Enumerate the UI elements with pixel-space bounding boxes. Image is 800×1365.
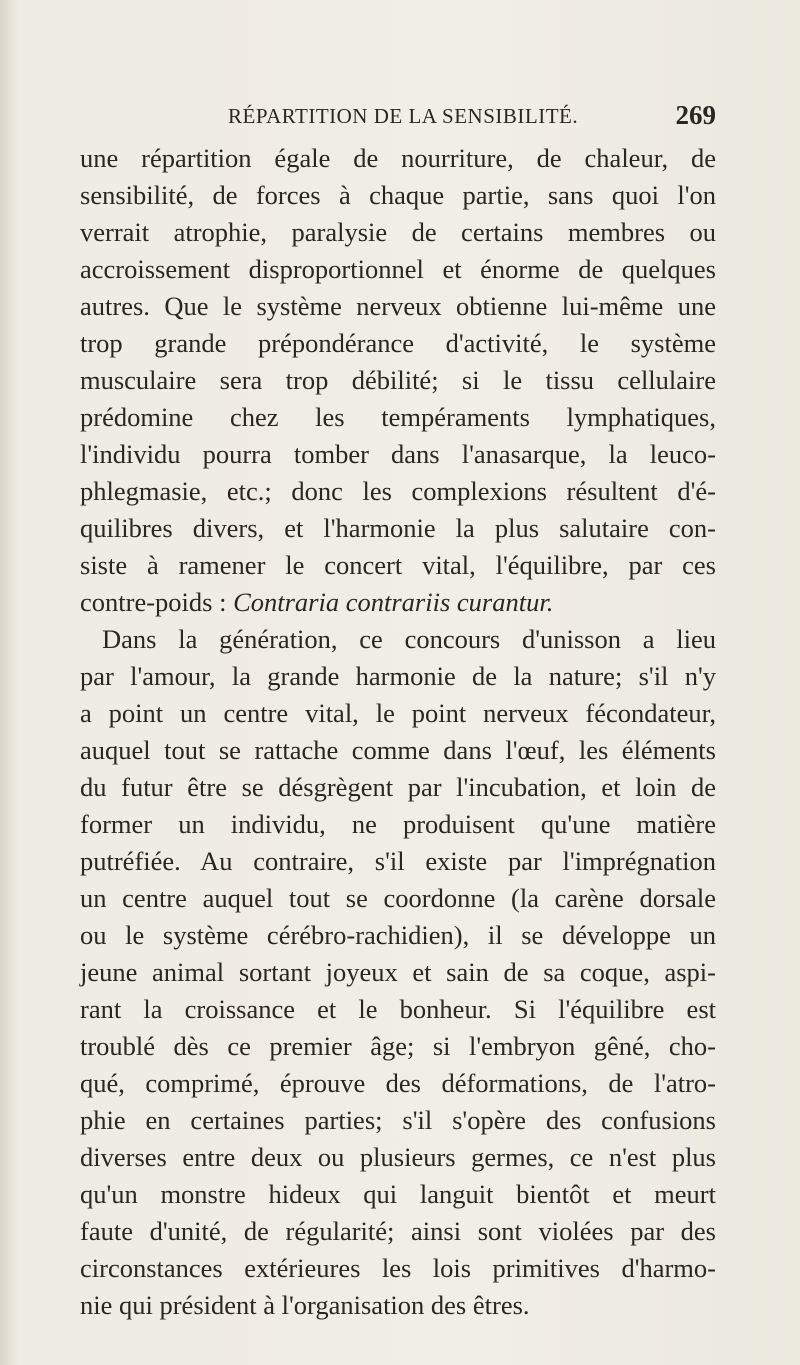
text-line: accroissement disproportionnel et énorme de quelques xyxy=(80,254,716,284)
running-head xyxy=(80,100,716,140)
text-line: jeune animal sortant joyeux et sain de sa coque, aspi- xyxy=(80,957,716,987)
text-line: phie en certaines parties; s'il s'opère des confusions xyxy=(80,1105,716,1135)
text-line: putréfiée. Au contraire, s'il existe par l'imprégnation xyxy=(80,846,716,876)
running-title: RÉPARTITION DE LA SENSIBILITÉ. xyxy=(228,104,579,128)
text-line: rant la croissance et le bonheur. Si l'équilibre est xyxy=(80,994,716,1024)
text-line: l'individu pourra tomber dans l'anasarque, la leuco- xyxy=(80,439,716,469)
text-line: du futur être se désgrègent par l'incubation, et loin de xyxy=(80,772,716,802)
text-line: nie qui président à l'organisation des êtres. xyxy=(80,1290,530,1320)
paragraph-first-line: Dans la génération, ce concours d'unisson a lieu xyxy=(102,624,716,654)
text-line-with-quote xyxy=(80,584,716,621)
text-line: siste à ramener le concert vital, l'équilibre, par ces xyxy=(80,550,716,580)
text-line: prédomine chez les tempéraments lymphatiques, xyxy=(80,402,716,432)
body-text xyxy=(80,140,716,1324)
line-prefix: contre-poids : xyxy=(80,587,234,617)
text-line: faute d'unité, de régularité; ainsi sont violées par des xyxy=(80,1216,716,1246)
text-line: troublé dès ce premier âge; si l'embryon gêné, cho- xyxy=(80,1031,716,1061)
page-number: 269 xyxy=(675,100,716,130)
text-line: auquel tout se rattache comme dans l'œuf, les éléments xyxy=(80,735,716,765)
text-line: diverses entre deux ou plusieurs germes, ce n'est plus xyxy=(80,1142,716,1172)
text-line: sensibilité, de forces à chaque partie, sans quoi l'on xyxy=(80,180,716,210)
text-line: par l'amour, la grande harmonie de la nature; s'il n'y xyxy=(80,661,716,691)
text-line: autres. Que le système nerveux obtienne lui-même une xyxy=(80,291,716,321)
text-line: un centre auquel tout se coordonne (la carène dorsale xyxy=(80,883,716,913)
latin-maxim: Contraria contrariis curantur. xyxy=(233,587,554,617)
text-line: verrait atrophie, paralysie de certains membres ou xyxy=(80,217,716,247)
text-line: qué, comprimé, éprouve des déformations, de l'atro- xyxy=(80,1068,716,1098)
text-line: phlegmasie, etc.; donc les complexions résultent d'é- xyxy=(80,476,716,506)
text-line: ou le système cérébro-rachidien), il se développe un xyxy=(80,920,716,950)
text-line: qu'un monstre hideux qui languit bientôt et meurt xyxy=(80,1179,716,1209)
text-line: circonstances extérieures les lois primitives d'harmo- xyxy=(80,1253,716,1283)
text-line: musculaire sera trop débilité; si le tissu cellulaire xyxy=(80,365,716,395)
text-line: quilibres divers, et l'harmonie la plus salutaire con- xyxy=(80,513,716,543)
text-line: former un individu, ne produisent qu'une matière xyxy=(80,809,716,839)
text-line: trop grande prépondérance d'activité, le système xyxy=(80,328,716,358)
text-line: a point un centre vital, le point nerveux fécondateur, xyxy=(80,698,716,728)
text-line: une répartition égale de nourriture, de chaleur, de xyxy=(80,143,716,173)
